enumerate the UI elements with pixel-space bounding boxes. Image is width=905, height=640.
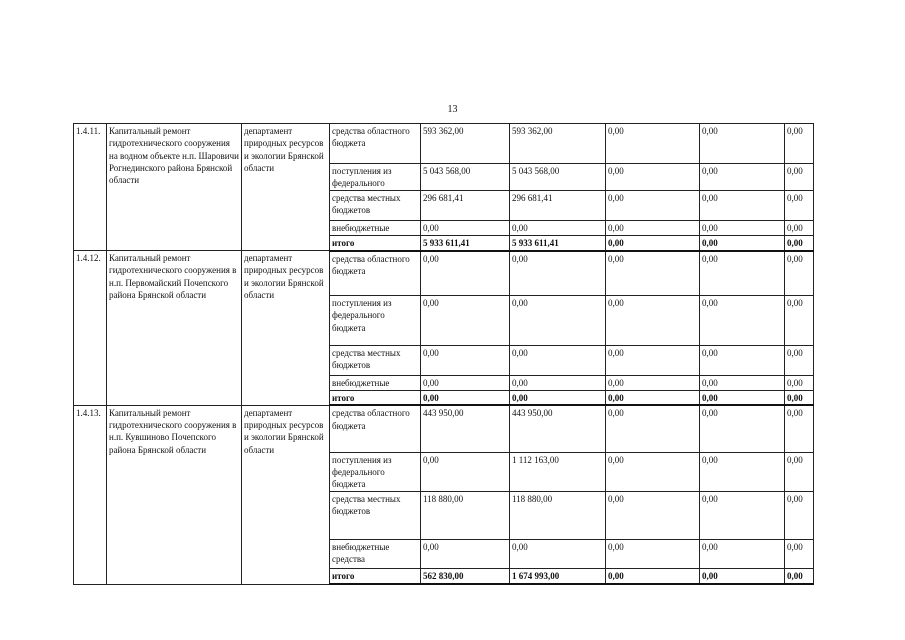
amount-cell-3: 0,00 xyxy=(606,539,700,568)
amount-cell-1: 5 933 611,41 xyxy=(421,236,510,251)
amount-cell-1: 0,00 xyxy=(421,346,510,376)
amount-cell-5: 0,00 xyxy=(785,376,814,391)
funding-source: средства местных бюджетов xyxy=(330,191,421,221)
funding-source: средства областного бюджета xyxy=(330,405,421,452)
amount-cell-4: 0,00 xyxy=(700,124,785,164)
budget-table xyxy=(73,123,814,585)
amount-cell-4: 0,00 xyxy=(700,405,785,452)
item-name: Капитальный ремонт гидротехнического сооружения на водном объекте н.п. Шаровичи Рогнединского района Брянской области xyxy=(107,124,242,251)
amount-cell-5: 0,00 xyxy=(785,296,814,346)
funding-source: средства местных бюджетов xyxy=(330,346,421,376)
amount-cell-3: 0,00 xyxy=(606,124,700,164)
amount-cell-3: 0,00 xyxy=(606,236,700,251)
amount-cell-5: 0,00 xyxy=(785,191,814,221)
funding-source: средства областного бюджета xyxy=(330,124,421,164)
amount-cell-5: 0,00 xyxy=(785,124,814,164)
amount-cell-5: 0,00 xyxy=(785,491,814,539)
funding-source: итого xyxy=(330,236,421,251)
amount-cell-2: 0,00 xyxy=(510,296,606,346)
amount-cell-5: 0,00 xyxy=(785,568,814,584)
funding-source: внебюджетные средства xyxy=(330,539,421,568)
amount-cell-4: 0,00 xyxy=(700,391,785,406)
amount-cell-5: 0,00 xyxy=(785,452,814,491)
amount-cell-4: 0,00 xyxy=(700,191,785,221)
funding-source: поступления из федерального xyxy=(330,164,421,191)
amount-cell-3: 0,00 xyxy=(606,296,700,346)
amount-cell-5: 0,00 xyxy=(785,164,814,191)
funding-source: итого xyxy=(330,568,421,584)
funding-source: средства местных бюджетов xyxy=(330,491,421,539)
source-row xyxy=(74,124,814,164)
amount-cell-4: 0,00 xyxy=(700,491,785,539)
funding-source: внебюджетные xyxy=(330,376,421,391)
amount-cell-4: 0,00 xyxy=(700,221,785,236)
amount-cell-1: 0,00 xyxy=(421,376,510,391)
amount-cell-2: 0,00 xyxy=(510,376,606,391)
amount-cell-5: 0,00 xyxy=(785,405,814,452)
amount-cell-4: 0,00 xyxy=(700,452,785,491)
funding-source: итого xyxy=(330,391,421,406)
amount-cell-2: 0,00 xyxy=(510,391,606,406)
amount-cell-2: 0,00 xyxy=(510,251,606,296)
amount-cell-2: 296 681,41 xyxy=(510,191,606,221)
amount-cell-1: 0,00 xyxy=(421,539,510,568)
amount-cell-4: 0,00 xyxy=(700,251,785,296)
amount-cell-2: 118 880,00 xyxy=(510,491,606,539)
budget-table-body xyxy=(74,124,814,585)
amount-cell-4: 0,00 xyxy=(700,236,785,251)
amount-cell-5: 0,00 xyxy=(785,391,814,406)
amount-cell-1: 5 043 568,00 xyxy=(421,164,510,191)
source-row xyxy=(74,405,814,452)
amount-cell-2: 5 933 611,41 xyxy=(510,236,606,251)
amount-cell-3: 0,00 xyxy=(606,491,700,539)
amount-cell-5: 0,00 xyxy=(785,236,814,251)
funding-source: внебюджетные xyxy=(330,221,421,236)
amount-cell-2: 5 043 568,00 xyxy=(510,164,606,191)
amount-cell-2: 1 112 163,00 xyxy=(510,452,606,491)
amount-cell-5: 0,00 xyxy=(785,346,814,376)
amount-cell-3: 0,00 xyxy=(606,391,700,406)
amount-cell-4: 0,00 xyxy=(700,568,785,584)
amount-cell-2: 0,00 xyxy=(510,346,606,376)
item-number: 1.4.12. xyxy=(74,251,107,406)
amount-cell-4: 0,00 xyxy=(700,376,785,391)
item-executor: департамент природных ресурсов и экологии Брянской области xyxy=(242,124,330,251)
amount-cell-3: 0,00 xyxy=(606,221,700,236)
amount-cell-1: 0,00 xyxy=(421,221,510,236)
amount-cell-3: 0,00 xyxy=(606,568,700,584)
amount-cell-1: 118 880,00 xyxy=(421,491,510,539)
amount-cell-2: 0,00 xyxy=(510,539,606,568)
amount-cell-2: 1 674 993,00 xyxy=(510,568,606,584)
item-number: 1.4.11. xyxy=(74,124,107,251)
amount-cell-2: 0,00 xyxy=(510,221,606,236)
amount-cell-1: 562 830,00 xyxy=(421,568,510,584)
amount-cell-3: 0,00 xyxy=(606,346,700,376)
item-name: Капитальный ремонт гидротехнического сооружения в н.п. Кувшиново Почепского района Брянской области xyxy=(107,405,242,584)
funding-source: средства областного бюджета xyxy=(330,251,421,296)
page-number: 13 xyxy=(447,104,458,115)
amount-cell-1: 593 362,00 xyxy=(421,124,510,164)
amount-cell-2: 443 950,00 xyxy=(510,405,606,452)
source-row xyxy=(74,251,814,296)
amount-cell-1: 296 681,41 xyxy=(421,191,510,221)
amount-cell-3: 0,00 xyxy=(606,405,700,452)
amount-cell-5: 0,00 xyxy=(785,221,814,236)
amount-cell-4: 0,00 xyxy=(700,539,785,568)
amount-cell-3: 0,00 xyxy=(606,376,700,391)
amount-cell-1: 0,00 xyxy=(421,452,510,491)
amount-cell-1: 0,00 xyxy=(421,391,510,406)
item-executor: департамент природных ресурсов и экологии Брянской области xyxy=(242,251,330,406)
amount-cell-3: 0,00 xyxy=(606,191,700,221)
amount-cell-5: 0,00 xyxy=(785,539,814,568)
amount-cell-1: 0,00 xyxy=(421,296,510,346)
amount-cell-4: 0,00 xyxy=(700,296,785,346)
funding-source: поступления из федерального бюджета xyxy=(330,452,421,491)
amount-cell-3: 0,00 xyxy=(606,164,700,191)
amount-cell-1: 0,00 xyxy=(421,251,510,296)
item-name: Капитальный ремонт гидротехнического сооружения в н.п. Первомайский Почепского района Брянской области xyxy=(107,251,242,406)
amount-cell-4: 0,00 xyxy=(700,346,785,376)
item-number: 1.4.13. xyxy=(74,405,107,584)
amount-cell-5: 0,00 xyxy=(785,251,814,296)
amount-cell-3: 0,00 xyxy=(606,251,700,296)
funding-source: поступления из федерального бюджета xyxy=(330,296,421,346)
amount-cell-1: 443 950,00 xyxy=(421,405,510,452)
amount-cell-3: 0,00 xyxy=(606,452,700,491)
amount-cell-2: 593 362,00 xyxy=(510,124,606,164)
amount-cell-4: 0,00 xyxy=(700,164,785,191)
item-executor: департамент природных ресурсов и экологии Брянской области xyxy=(242,405,330,584)
